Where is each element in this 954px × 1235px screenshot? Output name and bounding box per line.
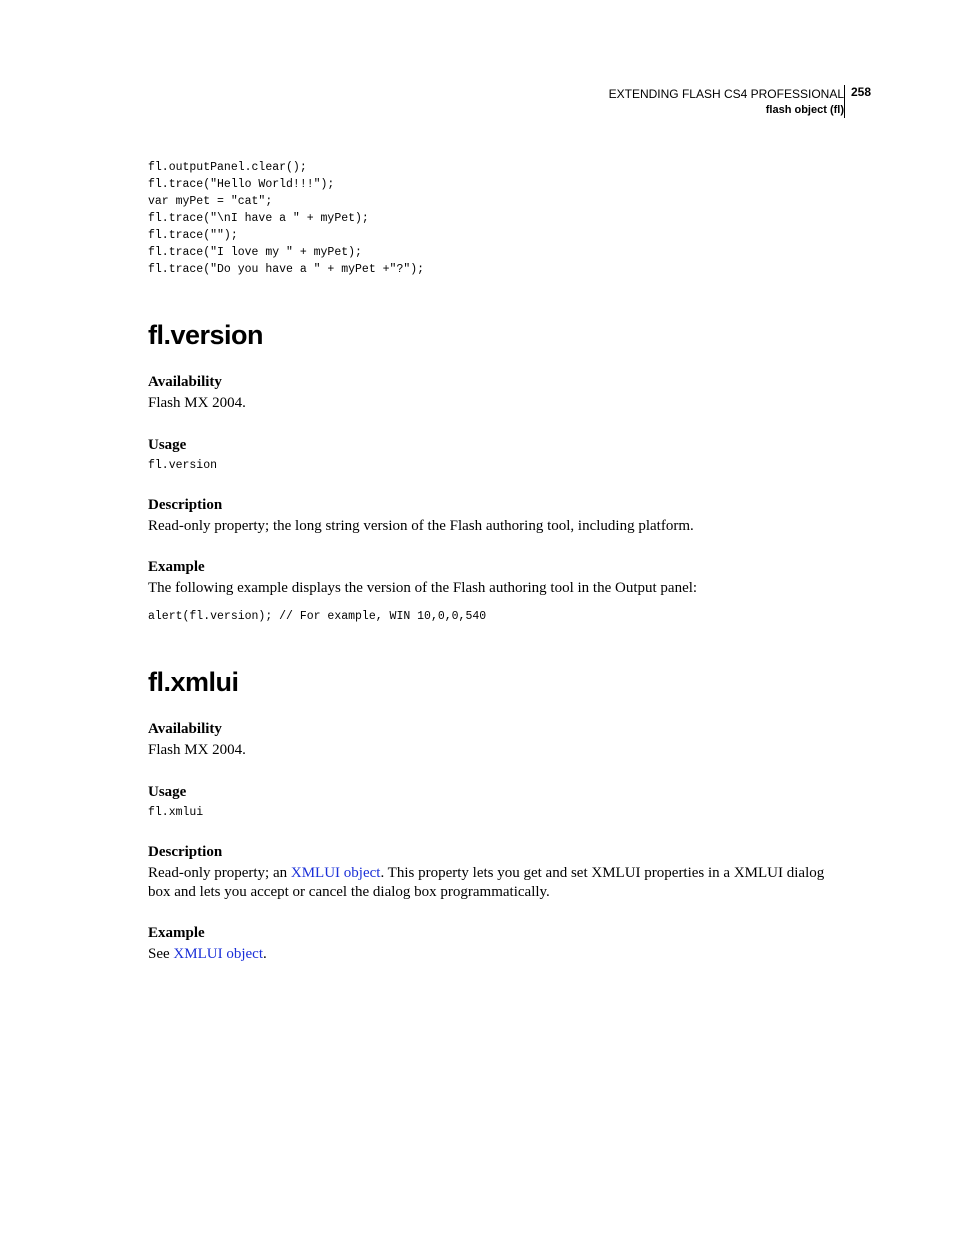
xmlui-title: fl.xmlui — [148, 667, 239, 697]
xmlui-description-before-link: Read-only property; an — [148, 865, 291, 881]
xmlui-usage-code: fl.xmlui — [148, 806, 204, 819]
version-description-heading: Description — [148, 497, 223, 513]
xmlui-object-link[interactable]: XMLUI object — [290, 865, 381, 881]
xmlui-example-text — [148, 945, 267, 964]
version-example-text: The following example displays the version of the Flash authoring tool in the Output panel: — [148, 580, 698, 596]
xmlui-example-heading: Example — [148, 925, 205, 941]
xmlui-object-example-link[interactable]: XMLUI object — [173, 946, 263, 962]
version-title: fl.version — [148, 320, 264, 350]
version-example-code: alert(fl.version); // For example, WIN 10,0,0,540 — [148, 610, 487, 623]
top-code-block: fl.outputPanel.clear(); fl.trace("Hello World!!!"); var myPet = "cat"; fl.trace("\nI have a " + myPet); fl.trace(""); fl.trace("I love my " + myPet); fl.trace("Do you have a " + myPet +"?"); — [148, 161, 425, 276]
xmlui-example-after-link: . — [262, 946, 267, 962]
xmlui-example-before-link: See — [148, 946, 174, 962]
xmlui-description-text — [148, 864, 838, 902]
running-header — [609, 86, 844, 118]
section-title: flash object (fl) — [765, 104, 844, 116]
header-divider — [844, 85, 845, 118]
version-example-heading: Example — [148, 559, 205, 575]
book-title: EXTENDING FLASH CS4 PROFESSIONAL — [608, 87, 844, 101]
xmlui-usage-heading: Usage — [148, 784, 187, 800]
version-availability-heading: Availability — [148, 374, 222, 390]
xmlui-availability-heading: Availability — [148, 721, 222, 737]
version-availability-text: Flash MX 2004. — [148, 395, 246, 411]
page-number: 258 — [851, 85, 872, 99]
xmlui-description-heading: Description — [148, 844, 223, 860]
version-description-text: Read-only property; the long string version of the Flash authoring tool, including platform. — [148, 518, 694, 534]
version-usage-code: fl.version — [148, 459, 218, 472]
xmlui-description-after-link: . This property lets you get and set XMLUI properties in a XMLUI dialog box and lets you accept or cancel the dialog box programmatically. — [148, 865, 825, 900]
xmlui-availability-text: Flash MX 2004. — [148, 742, 246, 758]
version-usage-heading: Usage — [148, 437, 187, 453]
